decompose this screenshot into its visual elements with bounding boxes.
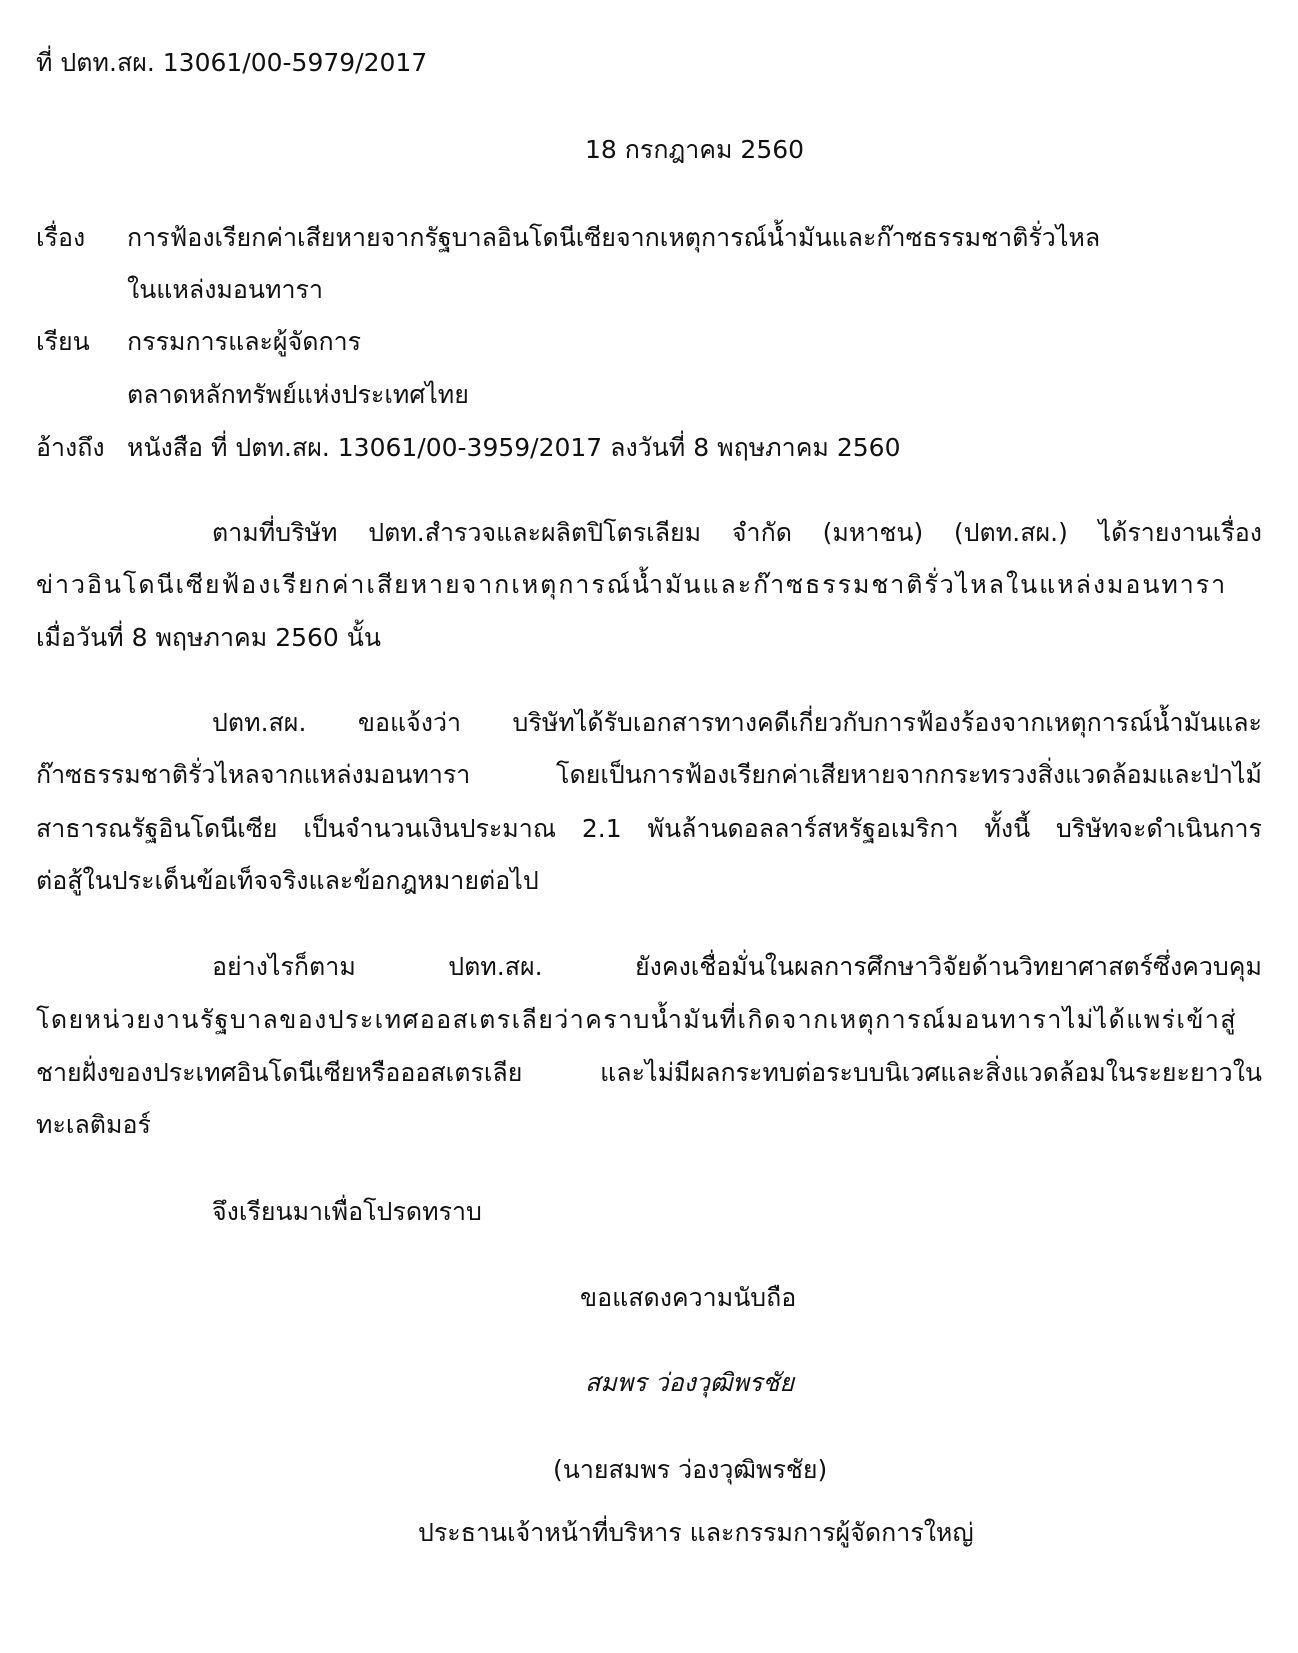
- paragraph-3-line-4: ทะเลติมอร์: [36, 1110, 151, 1139]
- reference-label: อ้างถึง: [36, 433, 105, 462]
- closing-note: จึงเรียนมาเพื่อโปรดทราบ: [212, 1197, 482, 1226]
- letter-date: 18 กรกฎาคม 2560: [585, 135, 805, 164]
- paragraph-3-line-1: อย่างไรก็ตาม ปตท.สผ. ยังคงเชื่อมั่นในผลการศึกษาวิจัยด้านวิทยาศาสตร์ซึ่งควบคุม: [212, 952, 1262, 981]
- paragraph-1-line-2: ข่าวอินโดนีเซียฟ้องเรียกค่าเสียหายจากเหตุการณ์น้ำมันและก๊าซธรรมชาติรั่วไหลในแหล่งมอนทารา: [36, 570, 1228, 599]
- paragraph-1-line-1: ตามที่บริษัท ปตท.สำรวจและผลิตปิโตรเลียม จำกัด (มหาชน) (ปตท.สผ.) ได้รายงานเรื่อง: [212, 518, 1262, 547]
- paragraph-2-line-2: ก๊าซธรรมชาติรั่วไหลจากแหล่งมอนทารา โดยเป็นการฟ้องเรียกค่าเสียหายจากกระทรวงสิ่งแวดล้อมและป่าไม้: [36, 760, 1262, 789]
- reference-number: ที่ ปตท.สผ. 13061/00-5979/2017: [36, 48, 428, 77]
- paragraph-3-line-2: โดยหน่วยงานรัฐบาลของประเทศออสเตรเลียว่าคราบน้ำมันที่เกิดจากเหตุการณ์มอนทาราไม่ได้แพร่เข้าสู่: [36, 1005, 1237, 1034]
- reference-text: หนังสือ ที่ ปตท.สผ. 13061/00-3959/2017 ลงวันที่ 8 พฤษภาคม 2560: [127, 433, 901, 462]
- recipient-line-2: ตลาดหลักทรัพย์แห่งประเทศไทย: [127, 380, 469, 409]
- signatory-title: ประธานเจ้าหน้าที่บริหาร และกรรมการผู้จัดการใหญ่: [418, 1518, 974, 1547]
- paragraph-2-line-4: ต่อสู้ในประเด็นข้อเท็จจริงและข้อกฎหมายต่อไป: [36, 866, 539, 895]
- paragraph-1-line-3: เมื่อวันที่ 8 พฤษภาคม 2560 นั้น: [36, 623, 381, 652]
- recipient-line-1: กรรมการและผู้จัดการ: [127, 327, 362, 356]
- recipient-label: เรียน: [36, 327, 90, 356]
- paragraph-2-line-3: สาธารณรัฐอินโดนีเซีย เป็นจำนวนเงินประมาณ 2.1 พันล้านดอลลาร์สหรัฐอเมริกา ทั้งนี้ บริษัทจะดำเนินการ: [36, 814, 1262, 843]
- signed-name: สมพร ว่องวุฒิพรชัย: [585, 1368, 794, 1397]
- subject-line-2: ในแหล่งมอนทารา: [127, 275, 323, 304]
- subject-label: เรื่อง: [36, 223, 86, 252]
- paragraph-2-line-1: ปตท.สผ. ขอแจ้งว่า บริษัทได้รับเอกสารทางคดีเกี่ยวกับการฟ้องร้องจากเหตุการณ์น้ำมันและ: [212, 708, 1262, 737]
- printed-name: (นายสมพร ว่องวุฒิพรชัย): [553, 1455, 828, 1484]
- salutation: ขอแสดงความนับถือ: [580, 1283, 797, 1312]
- subject-line-1: การฟ้องเรียกค่าเสียหายจากรัฐบาลอินโดนีเซียจากเหตุการณ์น้ำมันและก๊าซธรรมชาติรั่วไหล: [127, 223, 1101, 252]
- paragraph-3-line-3: ชายฝั่งของประเทศอินโดนีเซียหรือออสเตรเลีย และไม่มีผลกระทบต่อระบบนิเวศและสิ่งแวดล้อมในระยะยาวใน: [36, 1058, 1262, 1087]
